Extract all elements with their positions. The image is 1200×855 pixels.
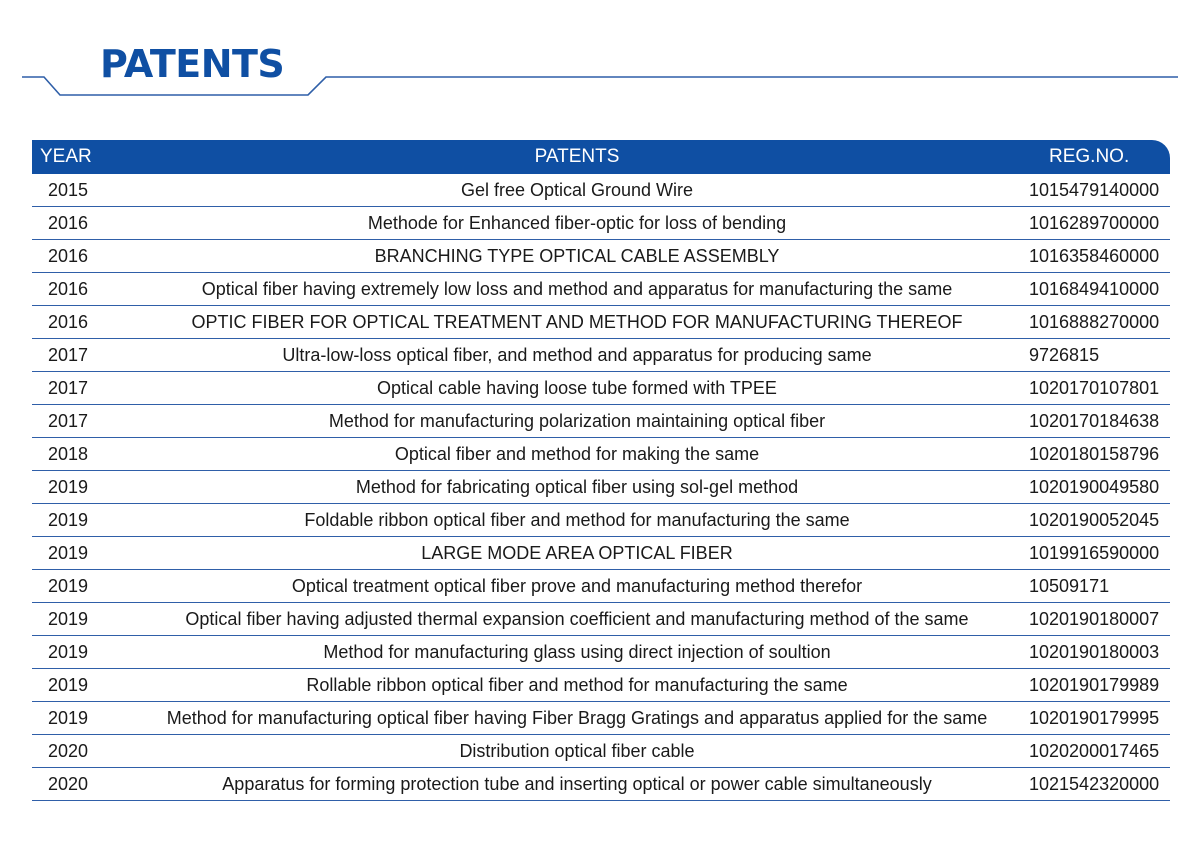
reg-no-cell: 1020190180003	[1029, 642, 1160, 662]
table-row	[32, 273, 1170, 306]
year-cell: 2017	[48, 345, 89, 365]
table-row	[32, 669, 1170, 702]
reg-no-cell: 1020190049580	[1029, 477, 1160, 497]
table-row	[32, 174, 1170, 207]
patent-title-cell: BRANCHING TYPE OPTICAL CABLE ASSEMBLY	[374, 246, 780, 266]
year-cell: 2016	[48, 312, 89, 332]
reg-no-cell: 1021542320000	[1029, 774, 1160, 794]
year-cell: 2016	[48, 246, 89, 266]
patent-title-cell: Method for manufacturing optical fiber having Fiber Bragg Gratings and apparatus applied for the same	[166, 708, 988, 728]
title-underline-rule	[0, 0, 1200, 100]
patent-title-cell: Optical fiber and method for making the same	[394, 444, 760, 464]
year-cell: 2016	[48, 279, 89, 299]
reg-no-cell: 1020200017465	[1029, 741, 1160, 761]
table-row	[32, 207, 1170, 240]
year-cell: 2020	[48, 741, 89, 761]
year-cell: 2019	[48, 510, 89, 530]
patent-title-cell: Method for fabricating optical fiber using sol-gel method	[355, 477, 799, 497]
table-row	[32, 240, 1170, 273]
reg-no-cell: 1020190179995	[1029, 708, 1160, 728]
patent-title-cell: Optical treatment optical fiber prove and manufacturing method therefor	[291, 576, 863, 596]
table-row	[32, 438, 1170, 471]
patent-title-cell: Rollable ribbon optical fiber and method for manufacturing the same	[306, 675, 848, 695]
patent-title-cell: Method for manufacturing glass using direct injection of soultion	[323, 642, 831, 662]
patent-title-cell: Optical fiber having extremely low loss and method and apparatus for manufacturing the same	[201, 279, 953, 299]
year-cell: 2019	[48, 609, 89, 629]
year-cell: 2019	[48, 675, 89, 695]
reg-no-cell: 1020170184638	[1029, 411, 1160, 431]
patent-title-cell: Gel free Optical Ground Wire	[460, 180, 694, 200]
patent-title-cell: Ultra-low-loss optical fiber, and method and apparatus for producing same	[282, 345, 872, 365]
reg-no-cell: 1020170107801	[1029, 378, 1160, 398]
patent-title-cell: Distribution optical fiber cable	[459, 741, 695, 761]
year-cell: 2019	[48, 477, 89, 497]
header-year: YEAR	[40, 146, 92, 167]
table-row	[32, 768, 1170, 801]
patent-title-cell: Method for manufacturing polarization maintaining optical fiber	[328, 411, 826, 431]
year-cell: 2019	[48, 642, 89, 662]
table-row	[32, 702, 1170, 735]
patent-title-cell: LARGE MODE AREA OPTICAL FIBER	[421, 543, 733, 563]
patents-table	[32, 140, 1170, 801]
header-reg-no: REG.NO.	[1049, 146, 1130, 167]
reg-no-cell: 1016358460000	[1029, 246, 1160, 266]
reg-no-cell: 1016849410000	[1029, 279, 1160, 299]
patent-title-cell: Apparatus for forming protection tube and inserting optical or power cable simultaneously	[222, 774, 932, 794]
table-row	[32, 405, 1170, 438]
year-cell: 2017	[48, 411, 89, 431]
reg-no-cell: 1020180158796	[1029, 444, 1160, 464]
year-cell: 2019	[48, 576, 89, 596]
table-row	[32, 471, 1170, 504]
year-cell: 2019	[48, 543, 89, 563]
patent-title-cell: Foldable ribbon optical fiber and method for manufacturing the same	[304, 510, 850, 530]
header-patents: PATENTS	[534, 146, 620, 167]
table-row	[32, 636, 1170, 669]
patent-title-cell: Optical fiber having adjusted thermal expansion coefficient and manufacturing method of the same	[185, 609, 969, 629]
reg-no-cell: 1019916590000	[1029, 543, 1160, 563]
reg-no-cell: 10509171	[1029, 576, 1110, 596]
table-header	[32, 140, 1170, 174]
patent-title-cell: OPTIC FIBER FOR OPTICAL TREATMENT AND METHOD FOR MANUFACTURING THEREOF	[191, 312, 963, 332]
table-row	[32, 504, 1170, 537]
reg-no-cell: 1020190179989	[1029, 675, 1160, 695]
table-row	[32, 372, 1170, 405]
year-cell: 2020	[48, 774, 89, 794]
year-cell: 2015	[48, 180, 89, 200]
table-row	[32, 339, 1170, 372]
table-row	[32, 537, 1170, 570]
year-cell: 2016	[48, 213, 89, 233]
reg-no-cell: 1015479140000	[1029, 180, 1160, 200]
table-row	[32, 306, 1170, 339]
table-row	[32, 735, 1170, 768]
reg-no-cell: 1016888270000	[1029, 312, 1160, 332]
reg-no-cell: 1020190180007	[1029, 609, 1160, 629]
year-cell: 2018	[48, 444, 89, 464]
page-title: PATENTS	[100, 42, 285, 86]
year-cell: 2017	[48, 378, 89, 398]
year-cell: 2019	[48, 708, 89, 728]
patent-title-cell: Optical cable having loose tube formed with TPEE	[377, 378, 777, 398]
reg-no-cell: 1020190052045	[1029, 510, 1160, 530]
table-body	[32, 174, 1170, 801]
table-row	[32, 603, 1170, 636]
table-row	[32, 570, 1170, 603]
reg-no-cell: 9726815	[1029, 345, 1100, 365]
patent-title-cell: Methode for Enhanced fiber-optic for loss of bending	[367, 213, 787, 233]
reg-no-cell: 1016289700000	[1029, 213, 1160, 233]
